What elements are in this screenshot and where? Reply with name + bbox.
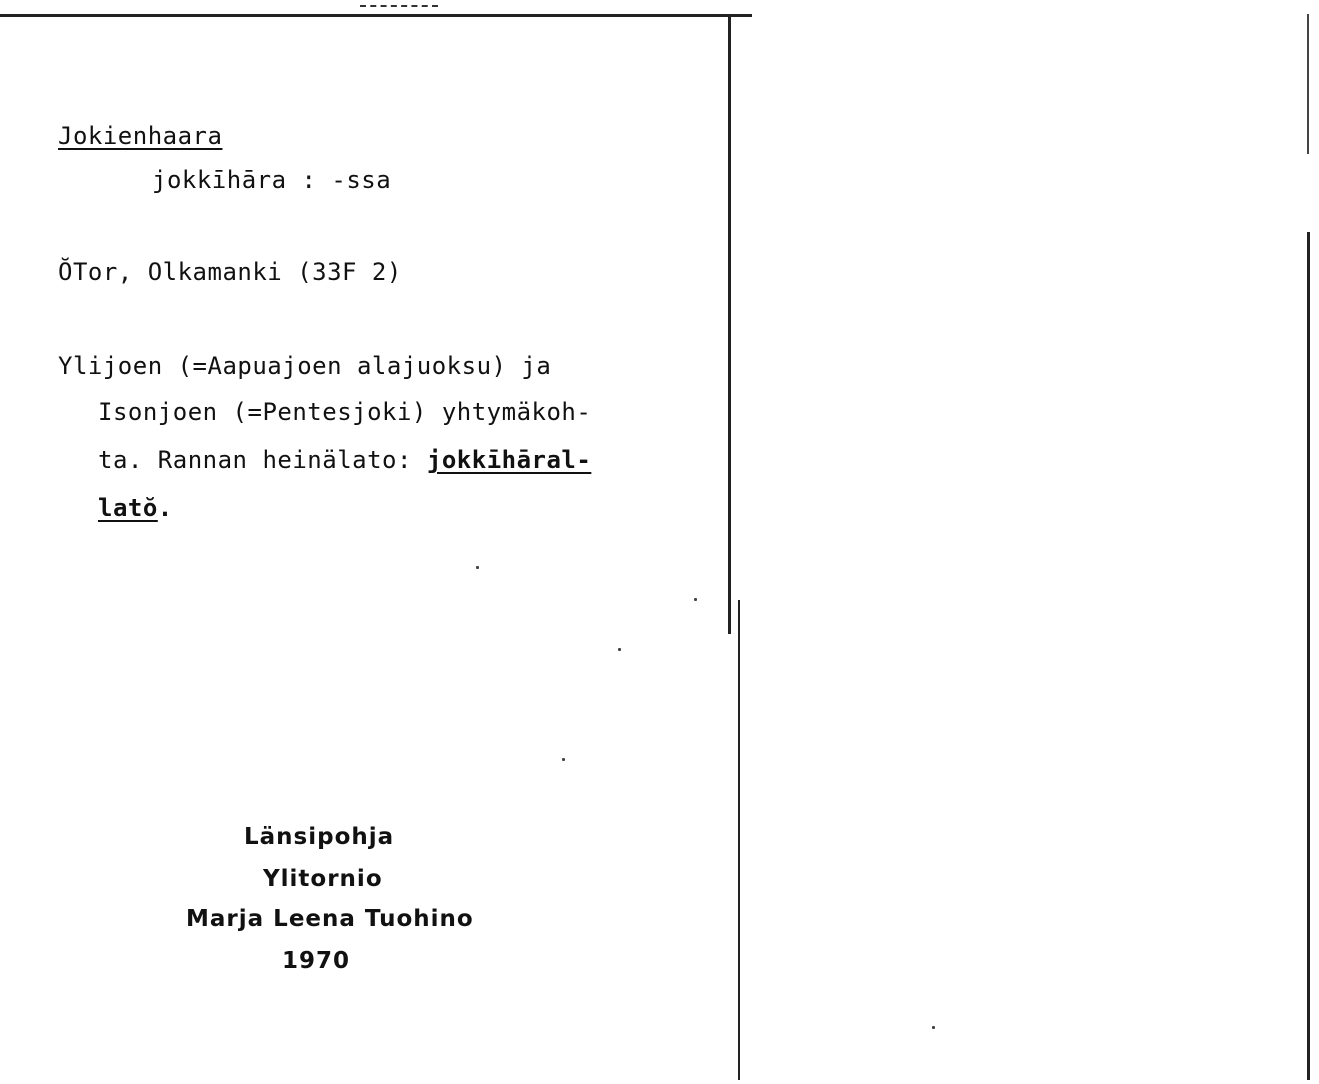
description-line-2: Isonjoen (=Pentesjoki) yhtymäkoh- [98, 398, 592, 426]
example-word-part-2: latŏ [98, 494, 158, 522]
headword: Jokienhaara [58, 122, 223, 150]
example-word-part-1: jokkīhāral- [426, 446, 592, 474]
card-top-rule [0, 14, 752, 17]
top-edge-stub [360, 0, 438, 7]
card-right-border-lower [738, 600, 740, 1080]
scan-speck [694, 598, 697, 601]
description-end: . [157, 494, 173, 522]
dialect-form: jokkīhāra : -ssa [152, 166, 392, 194]
scan-speck [932, 1026, 935, 1029]
scan-speck [476, 566, 479, 569]
description-line-4 [98, 494, 173, 522]
stamp-year: 1970 [282, 948, 351, 974]
scan-speck [618, 648, 621, 651]
description-line-1: Ylijoen (=Aapuajoen alajuoksu) ja [58, 352, 552, 380]
stamp-parish: Ylitornio [263, 866, 383, 892]
scan-speck [562, 758, 565, 761]
card-right-border [728, 14, 731, 634]
scan-edge-upper [1307, 14, 1309, 154]
description-line-3-text: ta. Rannan heinälato: [98, 446, 427, 474]
description-line-3 [98, 446, 591, 474]
stamp-collector: Marja Leena Tuohino [186, 906, 474, 932]
place-reference: ŎTor, Olkamanki (33F 2) [58, 258, 402, 286]
scan-edge-lower [1307, 232, 1310, 1080]
stamp-region: Länsipohja [244, 824, 395, 850]
